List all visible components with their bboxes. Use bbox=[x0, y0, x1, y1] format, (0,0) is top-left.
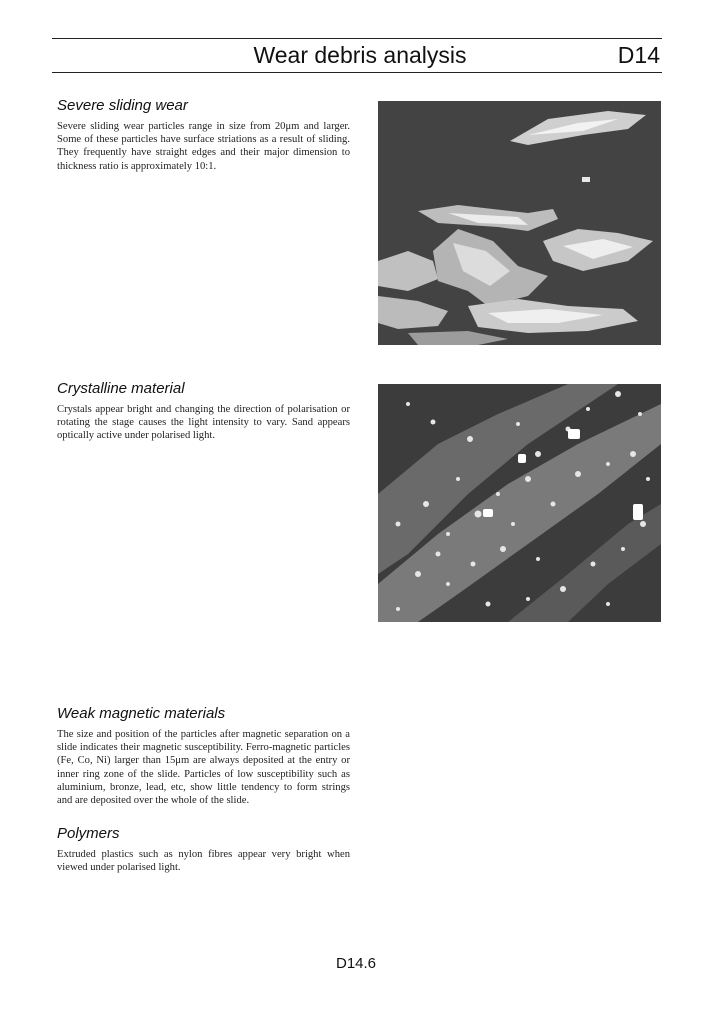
crystalline-material-micrograph bbox=[378, 384, 661, 622]
section-code: D14 bbox=[617, 42, 660, 68]
weak-magnetic-materials-heading: Weak magnetic materials bbox=[57, 705, 226, 722]
header-top-rule bbox=[52, 38, 662, 39]
weak-magnetic-materials-text: The size and position of the particles after magnetic separation on a slide indicates their magnetic susceptibility. Ferro-magnetic particles (Fe, Co, Ni) larger than 15μm are always deposited at the entry or inner ring zone of the slide. Particles of low susceptibility such as aluminium, bronze, lead, etc, show little tendency to form strings and are deposited over the whole of the slide. bbox=[57, 729, 350, 807]
polymers-text: Extruded plastics such as nylon fibres appear very bright when viewed under polarised light. bbox=[57, 849, 350, 874]
polymers-heading: Polymers bbox=[57, 825, 120, 842]
severe-sliding-wear-micrograph bbox=[378, 101, 661, 345]
page-number: D14.6 bbox=[335, 955, 377, 972]
page-title: Wear debris analysis bbox=[253, 42, 467, 68]
crystalline-material-heading: Crystalline material bbox=[57, 380, 185, 397]
severe-sliding-wear-heading: Severe sliding wear bbox=[57, 97, 188, 114]
severe-sliding-wear-text: Severe sliding wear particles range in size from 20μm and larger. Some of these particles have surface striations as a result of sliding. They frequently have straight edges and their major dimension to thickness ratio is approximately 10:1. bbox=[57, 121, 350, 172]
header-bottom-rule bbox=[52, 72, 662, 73]
crystalline-material-text: Crystals appear bright and changing the direction of polarisation or rotating the stage causes the light intensity to vary. Sand appears optically active under polarised light. bbox=[57, 404, 350, 442]
